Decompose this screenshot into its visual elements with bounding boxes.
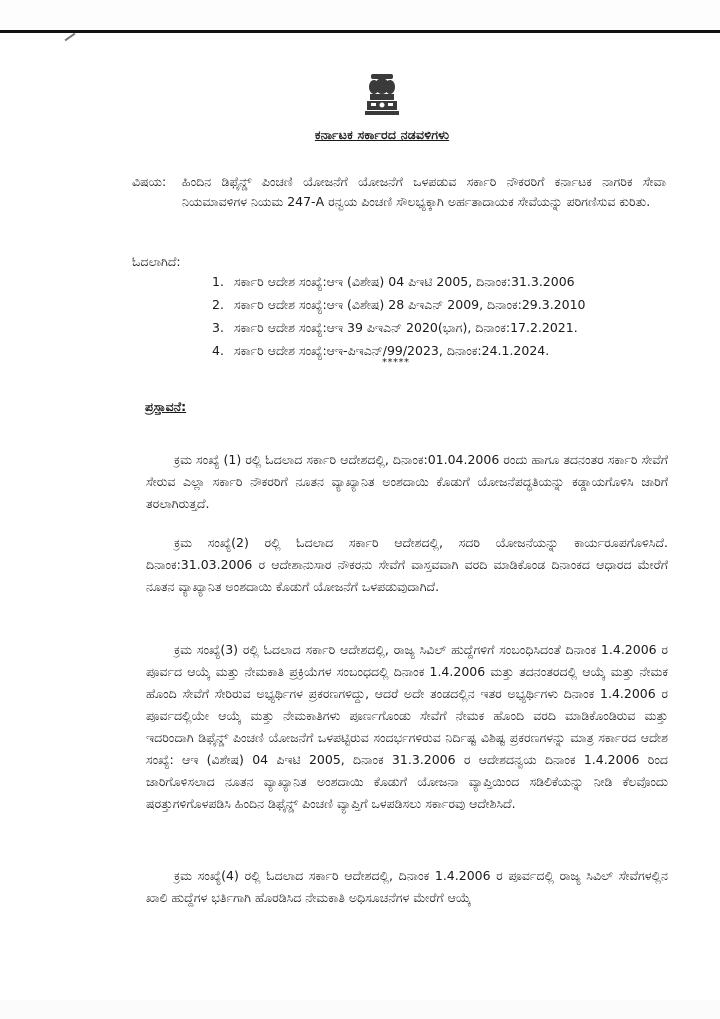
subject-text: ಹಿಂದಿನ ಡಿಫೈನ್ಡ್ ಪಿಂಚಣಿ ಯೋಜನೆಗೆ ಯೋಜನೆಗೆ ಒಳಪಡುವ ಸರ್ಕಾರಿ ನೌಕರರಿಗೆ ಕರ್ನಾಟಕ ನಾಗರಿಕ ಸೇವಾ ನಿಯಮಾವಳಿಗಳ ನಿಯಮ 247-A ರನ್ವಯ ಪಿಂಚಣಿ ಸೌಲಭ್ಯಕ್ಕಾಗಿ ಅರ್ಹತಾದಾಯಕ ಸೇವೆಯನ್ನು ಪರಿಗಣಿಸುವ ಕುರಿತು. <box>182 174 666 209</box>
reference-text: ಸರ್ಕಾರಿ ಆದೇಶ ಸಂಖ್ಯೆ:ಆಇ (ವಿಶೇಷ) 28 ಪಿಇಎನ್ 2009, ದಿನಾಂಕ:29.3.2010 <box>234 297 586 312</box>
preamble-paragraph: ಕ್ರಮ ಸಂಖ್ಯೆ(3) ರಲ್ಲಿ ಓದಲಾದ ಸರ್ಕಾರಿ ಆದೇಶದಲ್ಲಿ, ರಾಜ್ಯ ಸಿವಿಲ್ ಹುದ್ದೆಗಳಿಗೆ ಸಂಬಂಧಿಸಿದಂತೆ ದಿನಾಂಕ 1.4.2006 ರ ಪೂರ್ವದ ಆಯ್ಕೆ ಮತ್ತು ನೇಮಕಾತಿ ಪ್ರಕ್ರಿಯೆಗಳ ಸಂಬಂಧದಲ್ಲಿ ದಿನಾಂಕ 1.4.2006 ಮತ್ತು ತದನಂತರದಲ್ಲಿ ಆಯ್ಕೆ ಮತ್ತು ನೇಮಕ ಹೊಂದಿ ಸೇವೆಗೆ ಸೇರಿರುವ ಅಭ್ಯರ್ಥಿಗಳ ಪ್ರಕರಣಗಳಿದ್ದು, ಆದರೆ ಅದೇ ತಂಡದಲ್ಲಿನ ಇತರ ಅಭ್ಯರ್ಥಿಗಳು ದಿನಾಂಕ 1.4.2006 ರ ಪೂರ್ವದಲ್ಲಿಯೇ ಆಯ್ಕೆ ಮತ್ತು ನೇಮಕಾತಿಗಳು ಪೂರ್ಣಗೊಂಡು ಸೇವೆಗೆ ನೇಮಕ ಹೊಂದಿ ವರದಿ ಮಾಡಿಕೊಂಡಿರುವ ಮತ್ತು ಇದರಿಂದಾಗಿ ಡಿಫೈನ್ಡ್ ಪಿಂಚಣಿ ಯೋಜನೆಗೆ ಒಳಪಟ್ಟಿರುವ ಸಂದರ್ಭಗಳಿರುವ ನಿರ್ದಿಷ್ಟ ವಿಶಿಷ್ಟ ಪ್ರಕರಣಗಳನ್ನು ಮಾತ್ರ ಸರ್ಕಾರದ ಆದೇಶ ಸಂಖ್ಯೆ: ಆಇ (ವಿಶೇಷ) 04 ಪಿಇಟಿ 2005, ದಿನಾಂಕ 31.3.2006 ರ ಆದೇಶದನ್ವಯ ದಿನಾಂಕ 1.4.2006 ರಿಂದ ಜಾರಿಗೊಳಿಸಲಾದ ನೂತನ ವ್ಯಾಖ್ಯಾನಿತ ಅಂಶದಾಯಿ ಕೊಡುಗೆ ಯೋಜನಾ ವ್ಯಾಪ್ತಿಯಿಂದ ಸಡಿಲಿಕೆಯನ್ನು ನೀಡಿ ಕೆಲವೊಂದು ಷರತ್ತುಗಳಿಗೊಳಪಡಿಸಿ ಹಿಂದಿನ ಡಿಫೈನ್ಡ್ ಪಿಂಚಣಿ ವ್ಯಾಪ್ತಿಗೆ ಒಳಪಡಿಸಲು ಸರ್ಕಾರವು ಆದೇಶಿಸಿದೆ. <box>146 641 668 811</box>
reference-number: 2. <box>212 297 224 312</box>
page-bottom-edge <box>0 1000 720 1019</box>
section-separator: ***** <box>382 357 410 368</box>
references-list <box>212 270 585 362</box>
preamble-heading: ಪ್ರಸ್ತಾವನೆ: <box>145 399 187 414</box>
reference-item <box>212 293 585 316</box>
read-label: ಓದಲಾಗಿದೆ: <box>132 254 181 269</box>
government-title: ಕರ್ನಾಟಕ ಸರ್ಕಾರದ ನಡವಳಿಗಳು <box>314 127 450 142</box>
preamble-paragraph: ಕ್ರಮ ಸಂಖ್ಯೆ(2) ರಲ್ಲಿ ಓದಲಾದ ಸರ್ಕಾರಿ ಆದೇಶದಲ್ಲಿ, ಸದರಿ ಯೋಜನೆಯನ್ನು ಕಾರ್ಯರೂಪಗೊಳಿಸಿದೆ. ದಿನಾಂಕ:31.03.2006 ರ ಆದೇಶಾನುಸಾರ ನೌಕರನು ಸೇವೆಗೆ ವಾಸ್ತವವಾಗಿ ವರದಿ ಮಾಡಿಕೊಂಡ ದಿನಾಂಕದ ಆಧಾರದ ಮೇರೆಗೆ ನೂತನ ವ್ಯಾಖ್ಯಾನಿತ ಅಂಶದಾಯಿ ಕೊಡುಗೆ ಯೋಜನೆಗೆ ಒಳಪಡುವುದಾಗಿದೆ. <box>146 534 668 594</box>
preamble-paragraph: ಕ್ರಮ ಸಂಖ್ಯೆ (1) ರಲ್ಲಿ ಓದಲಾದ ಸರ್ಕಾರಿ ಆದೇಶದಲ್ಲಿ, ದಿನಾಂಕ:01.04.2006 ರಂದು ಹಾಗೂ ತದನಂತರ ಸರ್ಕಾರಿ ಸೇವೆಗೆ ಸೇರುವ ಎಲ್ಲಾ ಸರ್ಕಾರಿ ನೌಕರರಿಗೆ ನೂತನ ವ್ಯಾಖ್ಯಾನಿತ ಅಂಶದಾಯಿ ಕೊಡುಗೆ ಯೋಜನೆಪದ್ಧತಿಯನ್ನು ಕಡ್ಡಾಯಗೊಳಿಸಿ ಜಾರಿಗೆ ತರಲಾಗಿರುತ್ತದೆ. <box>146 451 668 511</box>
top-bar <box>0 0 720 30</box>
top-border-line <box>0 30 720 33</box>
reference-item <box>212 270 585 293</box>
karnataka-emblem-icon <box>362 72 402 122</box>
subject-label: ವಿಷಯ: <box>132 174 167 189</box>
reference-number: 3. <box>212 320 224 335</box>
reference-text: ಸರ್ಕಾರಿ ಆದೇಶ ಸಂಖ್ಯೆ:ಆಇ (ವಿಶೇಷ) 04 ಪಿಇಟಿ 2005, ದಿನಾಂಕ:31.3.2006 <box>234 274 575 289</box>
preamble-paragraph: ಕ್ರಮ ಸಂಖ್ಯೆ(4) ರಲ್ಲಿ ಓದಲಾದ ಸರ್ಕಾರಿ ಆದೇಶದಲ್ಲಿ, ದಿನಾಂಕ 1.4.2006 ರ ಪೂರ್ವದಲ್ಲಿ ರಾಜ್ಯ ಸಿವಿಲ್ ಸೇವೆಗಳಲ್ಲಿನ ಖಾಲಿ ಹುದ್ದೆಗಳ ಭರ್ತಿಗಾಗಿ ಹೊರಡಿಸಿದ ನೇಮಕಾತಿ ಅಧಿಸೂಚನೆಗಳ ಮೇರೆಗೆ ಆಯ್ಕೆ <box>146 867 668 905</box>
pen-mark <box>65 33 76 42</box>
reference-item <box>212 316 585 339</box>
reference-text: ಸರ್ಕಾರಿ ಆದೇಶ ಸಂಖ್ಯೆ:ಆಇ 39 ಪಿಇಎನ್ 2020(ಭಾಗ), ದಿನಾಂಕ:17.2.2021. <box>234 320 578 335</box>
reference-number: 1. <box>212 274 224 289</box>
reference-number: 4. <box>212 343 224 358</box>
reference-text: ಸರ್ಕಾರಿ ಆದೇಶ ಸಂಖ್ಯೆ:ಆಇ-ಪಿಇಎನ್/99/2023, ದಿನಾಂಕ:24.1.2024. <box>234 343 550 358</box>
